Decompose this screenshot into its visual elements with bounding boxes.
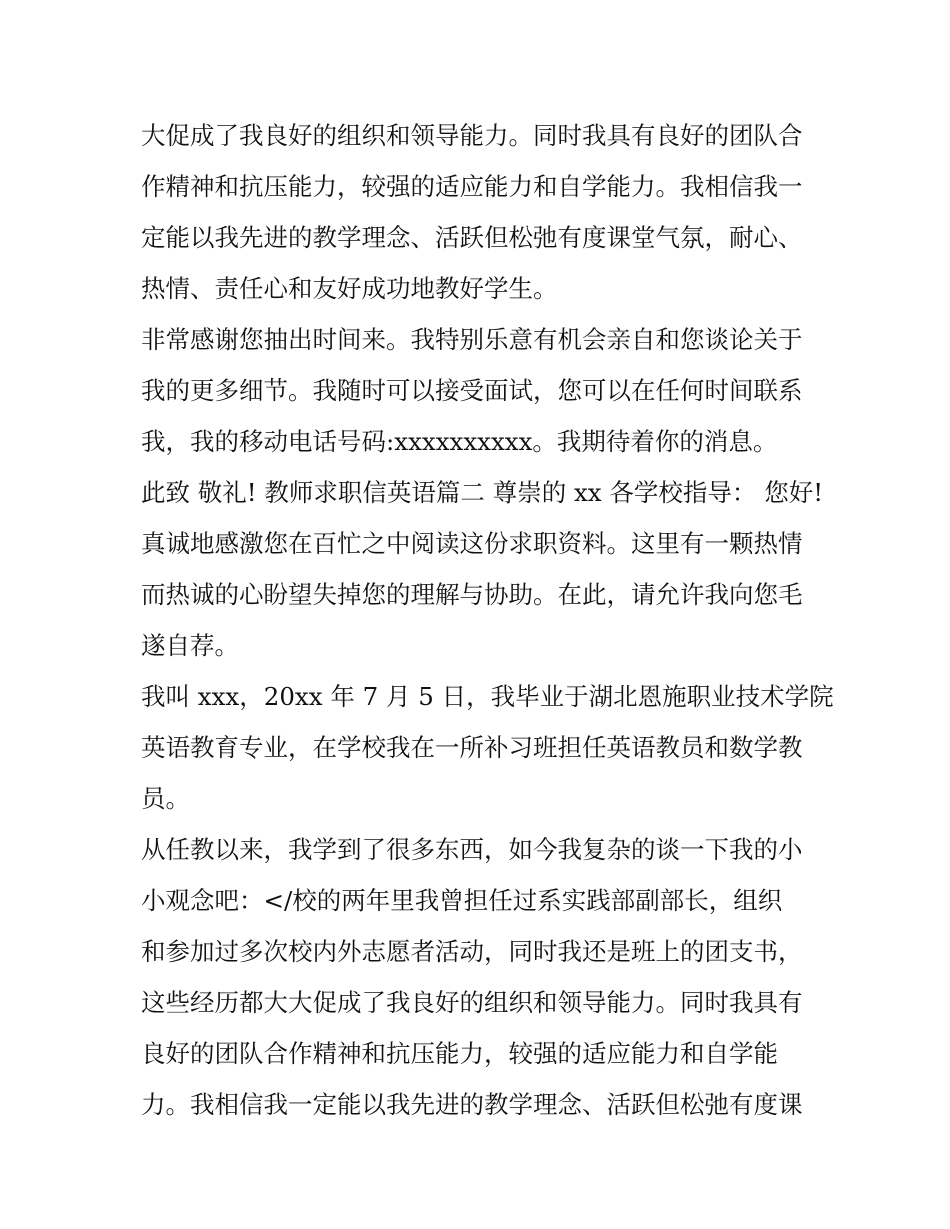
text-line: 定能以我先进的教学理念、活跃但松弛有度课堂气氛，耐心、 xyxy=(141,223,803,252)
text-line: 此致 敬礼! 教师求职信英语篇二 尊崇的 xx 各学校指导： 您好! xyxy=(141,478,824,507)
text-line: 作精神和抗压能力，较强的适应能力和自学能力。我相信我一 xyxy=(141,172,803,201)
text-line: 我的更多细节。我随时可以接受面试，您可以在任何时间联系 xyxy=(141,376,803,405)
text-line: 英语教育专业，在学校我在一所补习班担任英语教员和数学教 xyxy=(141,733,803,762)
text-line: 小观念吧：</校的两年里我曾担任过系实践部副部长，组织 xyxy=(141,886,783,915)
text-line: 而热诚的心盼望失掉您的理解与协助。在此，请允许我向您毛 xyxy=(141,580,803,609)
text-line: 我叫 xxx，20xx 年 7 月 5 日，我毕业于湖北恩施职业技术学院 xyxy=(141,682,834,711)
body-text xyxy=(141,110,834,1130)
text-line: 大促成了我良好的组织和领导能力。同时我具有良好的团队合 xyxy=(141,121,803,150)
text-line: 热情、责任心和友好成功地教好学生。 xyxy=(141,274,558,303)
text-line: 从任教以来，我学到了很多东西，如今我复杂的谈一下我的小 xyxy=(141,835,803,864)
text-line: 这些经历都大大促成了我良好的组织和领导能力。同时我具有 xyxy=(141,988,803,1017)
text-line: 遂自荐。 xyxy=(141,631,239,660)
text-line: 力。我相信我一定能以我先进的教学理念、活跃但松弛有度课 xyxy=(141,1090,803,1119)
text-line: 真诚地感激您在百忙之中阅读这份求职资料。这里有一颗热情 xyxy=(141,529,803,558)
text-line: 和参加过多次校内外志愿者活动，同时我还是班上的团支书， xyxy=(141,937,803,966)
text-line: 良好的团队合作精神和抗压能力，较强的适应能力和自学能 xyxy=(141,1039,778,1068)
text-line: 非常感谢您抽出时间来。我特别乐意有机会亲自和您谈论关于 xyxy=(141,325,803,354)
text-line: 我，我的移动电话号码:xxxxxxxxxx。我期待着你的消息。 xyxy=(141,427,778,456)
text-line: 员。 xyxy=(141,784,190,813)
